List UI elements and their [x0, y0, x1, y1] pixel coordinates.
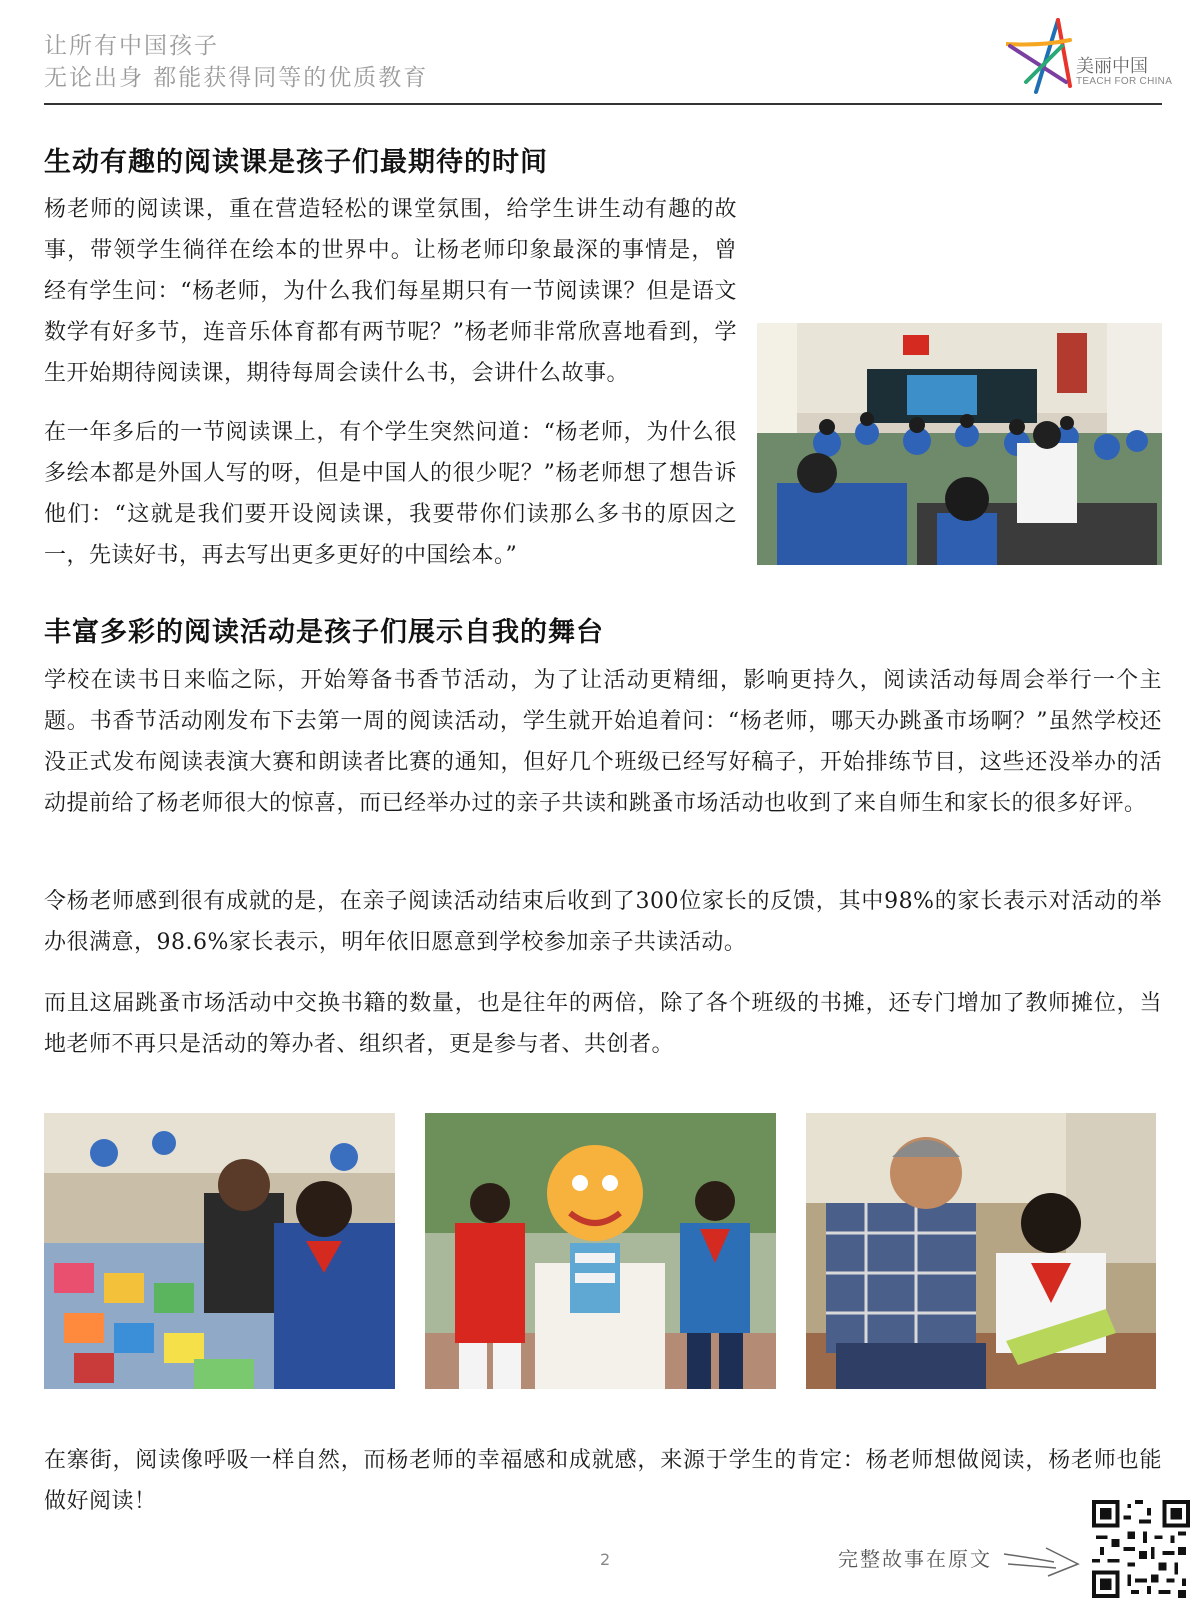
section2-para2: 令杨老师感到很有成就的是，在亲子阅读活动结束后收到了300位家长的反馈，其中98%的家长表示对活动的举办很满意，98.6%家长表示，明年依旧愿意到学校参加亲子共读活动。: [44, 889, 1162, 955]
qr-code[interactable]: [1092, 1500, 1190, 1598]
section2-title: 丰富多彩的阅读活动是孩子们展示自我的舞台: [44, 617, 604, 648]
header-divider: [44, 103, 1162, 105]
grandparent-reading-photo: [806, 1113, 1156, 1389]
cartoon-cutout-photo: [425, 1113, 776, 1389]
section1-para1: 杨老师的阅读课，重在营造轻松的课堂氛围，给学生讲生动有趣的故事，带领学生徜徉在绘本的世界中。让杨老师印象最深的事情是，曾经有学生问：“杨老师，为什么我们每星期只有一节阅读课？但是语文数学有好多节，连音乐体育都有两节呢？”杨老师非常欣喜地看到，学生开始期待阅读课，期待每周会读什么书，会讲什么故事。: [44, 197, 737, 386]
header-slogan: [44, 30, 428, 94]
closing-paragraph: 在寨街，阅读像呼吸一样自然，而杨老师的幸福感和成就感，来源于学生的肯定：杨老师想做阅读，杨老师也能做好阅读！: [44, 1448, 1162, 1514]
section2-para1: 学校在读书日来临之际，开始筹备书香节活动，为了让活动更精细，影响更持久，阅读活动每周会举行一个主题。书香节活动刚发布下去第一周的阅读活动，学生就开始追着问：“杨老师，哪天办跳蚤市场啊？”虽然学校还没正式发布阅读表演大赛和朗读者比赛的通知，但好几个班级已经写好稿子，开始排练节目，这些还没举办的活动提前给了杨老师很大的惊喜，而已经举办过的亲子共读和跳蚤市场活动也收到了来自师生和家长的很多好评。: [44, 668, 1162, 816]
section2-para3: 而且这届跳蚤市场活动中交换书籍的数量，也是往年的两倍，除了各个班级的书摊，还专门增加了教师摊位，当地老师不再只是活动的筹办者、组织者，更是参与者、共创者。: [44, 991, 1162, 1057]
slogan-line-2: 无论出身 都能获得同等的优质教育: [44, 65, 429, 91]
book-market-photo: [44, 1113, 395, 1389]
arrow-right-icon: [1002, 1540, 1080, 1578]
page-number: 2: [600, 1550, 611, 1569]
slogan-line-1: 让所有中国孩子: [44, 33, 219, 59]
logo-en-text: TEACH FOR CHINA: [1076, 76, 1173, 87]
section1-title: 生动有趣的阅读课是孩子们最期待的时间: [44, 147, 548, 178]
section1-body: [44, 189, 1162, 576]
read-more-text: 完整故事在原文: [838, 1547, 992, 1571]
section1-para2: 在一年多后的一节阅读课上，有个学生突然问道：“杨老师，为什么很多绘本都是外国人写的呀，但是中国人的很少呢？”杨老师想了想告诉他们：“这就是我们要开设阅读课，我要带你们读那么多书的原因之一，先读好书，再去写出更多更好的中国绘本。”: [44, 420, 737, 568]
logo-cn-text: 美丽中国: [1076, 56, 1148, 77]
